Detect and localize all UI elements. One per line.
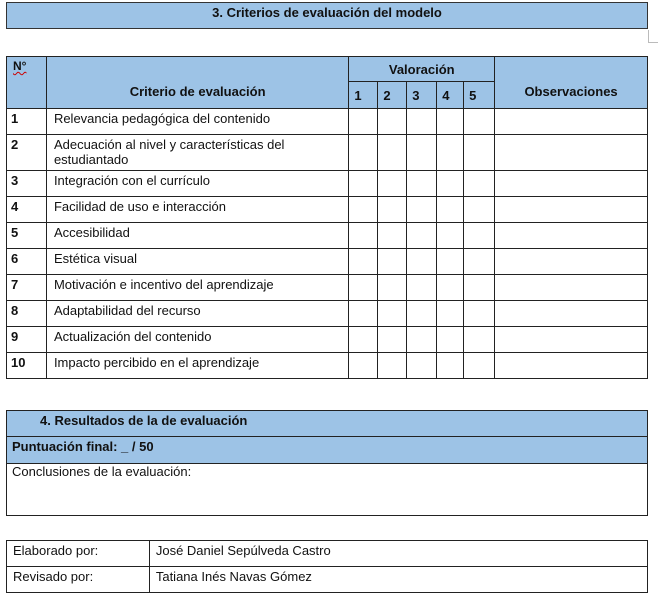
rating-cell-5[interactable]	[464, 223, 495, 249]
observations-cell[interactable]	[495, 275, 648, 301]
rating-cell-1[interactable]	[349, 327, 378, 353]
criteria-text: Motivación e incentivo del aprendizaje	[46, 275, 348, 301]
rating-cell-4[interactable]	[437, 275, 464, 301]
observations-cell[interactable]	[495, 301, 648, 327]
rating-cell-3[interactable]	[407, 197, 437, 223]
signatures-table	[6, 540, 648, 593]
rating-cell-3[interactable]	[407, 109, 437, 135]
rating-cell-4[interactable]	[437, 109, 464, 135]
criteria-number: 7	[7, 275, 47, 301]
rating-cell-2[interactable]	[378, 223, 407, 249]
rating-cell-3[interactable]	[407, 353, 437, 379]
header-rating: Valoración	[349, 57, 495, 82]
rating-scale-4: 4	[437, 82, 464, 109]
rating-scale-5: 5	[464, 82, 495, 109]
criteria-text: Facilidad de uso e interacción	[46, 197, 348, 223]
rating-cell-3[interactable]	[407, 249, 437, 275]
rating-cell-5[interactable]	[464, 109, 495, 135]
criteria-number: 8	[7, 301, 47, 327]
rating-cell-2[interactable]	[378, 353, 407, 379]
rating-cell-4[interactable]	[437, 135, 464, 171]
rating-cell-1[interactable]	[349, 109, 378, 135]
criteria-number: 2	[7, 135, 47, 171]
rating-cell-1[interactable]	[349, 223, 378, 249]
rating-cell-4[interactable]	[437, 197, 464, 223]
rating-cell-5[interactable]	[464, 197, 495, 223]
prepared-by-name: José Daniel Sepúlveda Castro	[149, 541, 647, 567]
rating-cell-1[interactable]	[349, 249, 378, 275]
rating-cell-5[interactable]	[464, 301, 495, 327]
criteria-row	[7, 301, 648, 327]
rating-cell-1[interactable]	[349, 301, 378, 327]
rating-scale-1: 1	[349, 82, 378, 109]
criteria-text: Integración con el currículo	[46, 171, 348, 197]
header-observations: Observaciones	[495, 57, 648, 109]
rating-cell-2[interactable]	[378, 171, 407, 197]
criteria-row	[7, 109, 648, 135]
rating-cell-3[interactable]	[407, 135, 437, 171]
criteria-text: Estética visual	[46, 249, 348, 275]
criteria-text: Impacto percibido en el aprendizaje	[46, 353, 348, 379]
rating-cell-2[interactable]	[378, 109, 407, 135]
rating-cell-3[interactable]	[407, 275, 437, 301]
rating-cell-4[interactable]	[437, 353, 464, 379]
criteria-number: 9	[7, 327, 47, 353]
rating-cell-5[interactable]	[464, 275, 495, 301]
rating-cell-2[interactable]	[378, 327, 407, 353]
rating-cell-1[interactable]	[349, 353, 378, 379]
criteria-row	[7, 223, 648, 249]
rating-cell-5[interactable]	[464, 353, 495, 379]
criteria-text: Actualización del contenido	[46, 327, 348, 353]
rating-cell-5[interactable]	[464, 135, 495, 171]
rating-cell-1[interactable]	[349, 197, 378, 223]
rating-cell-1[interactable]	[349, 275, 378, 301]
criteria-row	[7, 249, 648, 275]
final-score: Puntuación final: _ / 50	[7, 437, 648, 464]
criteria-text: Adaptabilidad del recurso	[46, 301, 348, 327]
observations-cell[interactable]	[495, 223, 648, 249]
criteria-number: 5	[7, 223, 47, 249]
criteria-row	[7, 327, 648, 353]
reviewed-by-name: Tatiana Inés Navas Gómez	[149, 567, 647, 593]
criteria-number: 1	[7, 109, 47, 135]
prepared-by-label: Elaborado por:	[7, 541, 150, 567]
rating-cell-1[interactable]	[349, 135, 378, 171]
rating-cell-4[interactable]	[437, 301, 464, 327]
rating-scale-2: 2	[378, 82, 407, 109]
rating-cell-2[interactable]	[378, 275, 407, 301]
criteria-number: 3	[7, 171, 47, 197]
criteria-row	[7, 171, 648, 197]
criteria-row	[7, 135, 648, 171]
header-number: N°	[7, 57, 47, 109]
conclusions-label: Conclusiones de la evaluación:	[12, 464, 192, 479]
observations-cell[interactable]	[495, 353, 648, 379]
criteria-row	[7, 197, 648, 223]
rating-cell-2[interactable]	[378, 301, 407, 327]
observations-cell[interactable]	[495, 135, 648, 171]
section-3-header	[6, 2, 648, 29]
criteria-row	[7, 353, 648, 379]
reviewed-by-label: Revisado por:	[7, 567, 150, 593]
criteria-text: Adecuación al nivel y características del estudiantado	[46, 135, 348, 171]
criteria-text: Relevancia pedagógica del contenido	[46, 109, 348, 135]
rating-cell-4[interactable]	[437, 223, 464, 249]
rating-cell-3[interactable]	[407, 223, 437, 249]
rating-cell-5[interactable]	[464, 171, 495, 197]
observations-cell[interactable]	[495, 171, 648, 197]
rating-cell-4[interactable]	[437, 249, 464, 275]
page-corner-mark	[648, 30, 658, 43]
results-table	[6, 410, 648, 516]
rating-cell-4[interactable]	[437, 327, 464, 353]
observations-cell[interactable]	[495, 109, 648, 135]
observations-cell[interactable]	[495, 327, 648, 353]
rating-cell-2[interactable]	[378, 249, 407, 275]
rating-scale-3: 3	[407, 82, 437, 109]
rating-cell-3[interactable]	[407, 301, 437, 327]
criteria-row	[7, 275, 648, 301]
rating-cell-4[interactable]	[437, 171, 464, 197]
observations-cell[interactable]	[495, 249, 648, 275]
section-3-title: 3. Criterios de evaluación del modelo	[212, 5, 442, 20]
observations-cell[interactable]	[495, 197, 648, 223]
header-criterion: Criterio de evaluación	[46, 57, 348, 109]
rating-cell-5[interactable]	[464, 327, 495, 353]
rating-cell-3[interactable]	[407, 327, 437, 353]
rating-cell-2[interactable]	[378, 197, 407, 223]
conclusions-field[interactable]	[7, 464, 648, 516]
criteria-number: 6	[7, 249, 47, 275]
criteria-table	[6, 56, 648, 379]
section-4-title: 4. Resultados de la de evaluación	[7, 411, 648, 437]
rating-cell-1[interactable]	[349, 171, 378, 197]
criteria-number: 10	[7, 353, 47, 379]
rating-cell-3[interactable]	[407, 171, 437, 197]
criteria-number: 4	[7, 197, 47, 223]
criteria-text: Accesibilidad	[46, 223, 348, 249]
rating-cell-5[interactable]	[464, 249, 495, 275]
rating-cell-2[interactable]	[378, 135, 407, 171]
